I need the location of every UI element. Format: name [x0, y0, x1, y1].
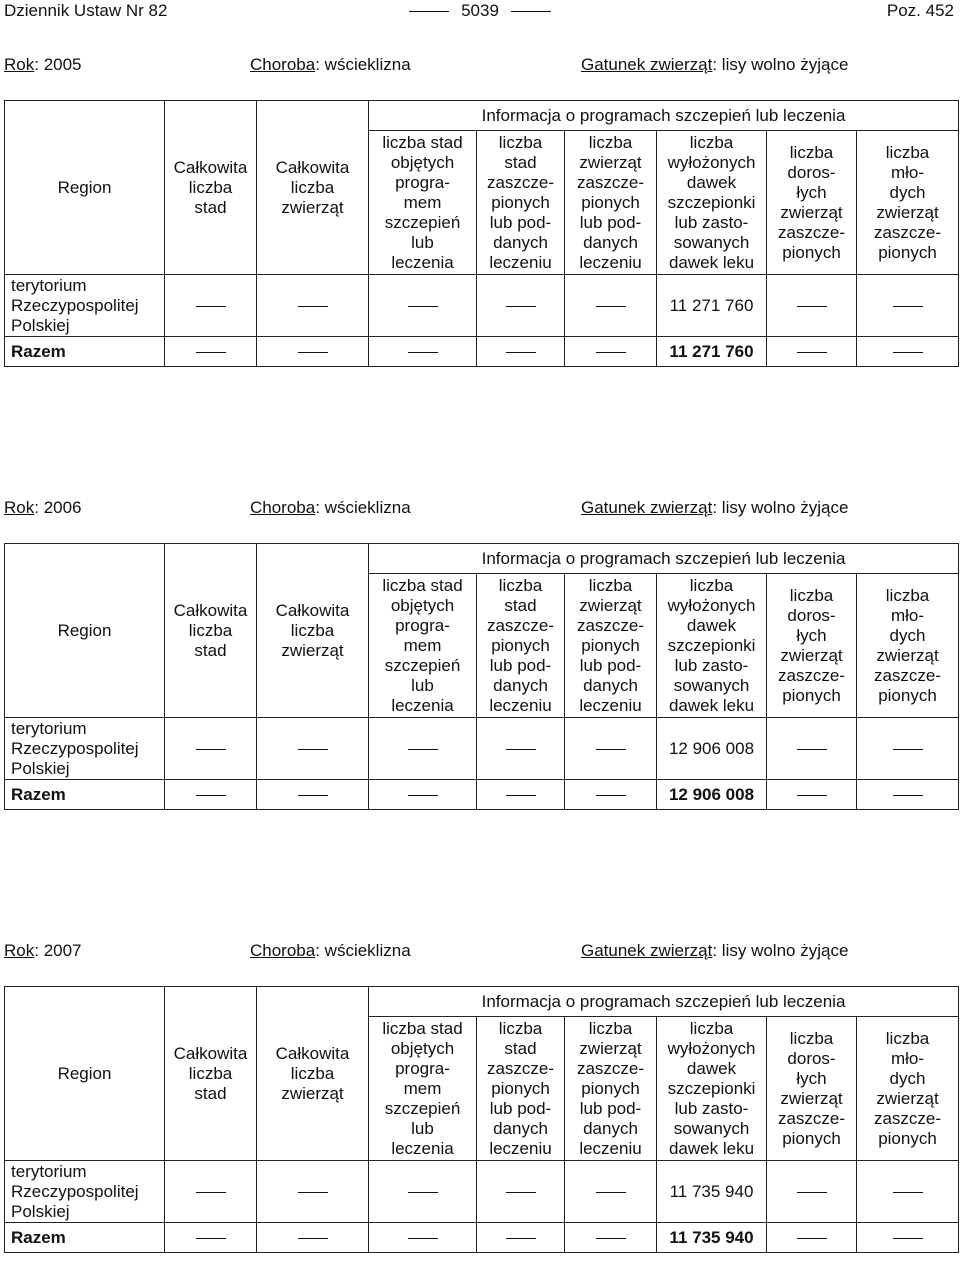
- col-info-header: Informacja o programach szczepień lub leczenia: [369, 101, 959, 131]
- col-region: Region: [5, 987, 165, 1161]
- col-total-animals: Całkowita liczba zwierząt: [257, 101, 369, 275]
- col-info-header: Informacja o programach szczepień lub leczenia: [369, 987, 959, 1017]
- region-name: terytorium Rzeczypospolitej Polskiej: [5, 1161, 165, 1223]
- total-baits-value: 11 271 760: [657, 337, 767, 367]
- col-animals-vaccinated: liczba zwierząt zaszcze- pionych lub pod- danych leczeniu: [565, 1017, 657, 1161]
- dash-left: [409, 11, 449, 12]
- disease: wścieklizna: [324, 55, 411, 74]
- section-meta: Rok: 2006 Choroba: wścieklizna Gatunek zwierząt: lisy wolno żyjące: [4, 498, 849, 517]
- col-baits: liczba wyłożonych dawek szczepionki lub zasto- sowanych dawek leku: [657, 574, 767, 718]
- col-total-animals: Całkowita liczba zwierząt: [257, 544, 369, 718]
- position-ref: Poz. 452: [886, 1, 954, 20]
- year: 2007: [43, 941, 82, 960]
- dash-right: [511, 11, 551, 12]
- choroba-label: Choroba: [250, 941, 316, 960]
- journal-title: Dziennik Ustaw Nr 82: [4, 1, 168, 20]
- table-row: [5, 1161, 959, 1223]
- total-row: [5, 1223, 959, 1253]
- section-2007: [0, 941, 960, 1247]
- col-region: Region: [5, 101, 165, 275]
- total-label: Razem: [5, 1223, 165, 1253]
- section-meta: Rok: 2005 Choroba: wścieklizna Gatunek zwierząt: lisy wolno żyjące: [4, 55, 849, 74]
- species: lisy wolno żyjące: [721, 55, 849, 74]
- col-adults-vaccinated: liczba doros- łych zwierząt zaszcze- pionych: [767, 574, 857, 718]
- total-label: Razem: [5, 780, 165, 810]
- col-total-herds: Całkowita liczba stad: [165, 987, 257, 1161]
- col-baits: liczba wyłożonych dawek szczepionki lub zasto- sowanych dawek leku: [657, 131, 767, 275]
- gatunek-label: Gatunek zwierząt: [581, 941, 713, 960]
- col-herds-vaccinated: liczba stad zaszcze- pionych lub pod- danych leczeniu: [477, 1017, 565, 1161]
- total-row: [5, 780, 959, 810]
- col-total-herds: Całkowita liczba stad: [165, 101, 257, 275]
- col-herds-in-program: liczba stad objętych progra- mem szczepień lub leczenia: [369, 131, 477, 275]
- col-region: Region: [5, 544, 165, 718]
- col-total-animals: Całkowita liczba zwierząt: [257, 987, 369, 1161]
- species: lisy wolno żyjące: [721, 498, 849, 517]
- col-young-vaccinated: liczba mło- dych zwierząt zaszcze- pionych: [857, 131, 959, 275]
- rok-label: Rok: [4, 498, 35, 517]
- total-baits-value: 11 735 940: [657, 1223, 767, 1253]
- baits-value: 11 735 940: [657, 1161, 767, 1223]
- section-2005: [0, 55, 960, 361]
- baits-value: 12 906 008: [657, 718, 767, 780]
- data-table: [4, 986, 959, 1253]
- section-meta: Rok: 2007 Choroba: wścieklizna Gatunek zwierząt: lisy wolno żyjące: [4, 941, 849, 960]
- col-young-vaccinated: liczba mło- dych zwierząt zaszcze- pionych: [857, 574, 959, 718]
- data-table: [4, 100, 959, 367]
- choroba-label: Choroba: [250, 55, 316, 74]
- section-2006: [0, 498, 960, 804]
- rok-label: Rok: [4, 941, 35, 960]
- choroba-label: Choroba: [250, 498, 316, 517]
- col-herds-in-program: liczba stad objętych progra- mem szczepień lub leczenia: [369, 574, 477, 718]
- rok-label: Rok: [4, 55, 35, 74]
- page-header: [0, 0, 960, 28]
- region-name: terytorium Rzeczypospolitej Polskiej: [5, 718, 165, 780]
- col-herds-in-program: liczba stad objętych progra- mem szczepień lub leczenia: [369, 1017, 477, 1161]
- col-herds-vaccinated: liczba stad zaszcze- pionych lub pod- danych leczeniu: [477, 574, 565, 718]
- gatunek-label: Gatunek zwierząt: [581, 55, 713, 74]
- col-herds-vaccinated: liczba stad zaszcze- pionych lub pod- danych leczeniu: [477, 131, 565, 275]
- col-adults-vaccinated: liczba doros- łych zwierząt zaszcze- pionych: [767, 1017, 857, 1161]
- col-adults-vaccinated: liczba doros- łych zwierząt zaszcze- pionych: [767, 131, 857, 275]
- col-young-vaccinated: liczba mło- dych zwierząt zaszcze- pionych: [857, 1017, 959, 1161]
- table-row: [5, 275, 959, 337]
- total-row: [5, 337, 959, 367]
- col-baits: liczba wyłożonych dawek szczepionki lub zasto- sowanych dawek leku: [657, 1017, 767, 1161]
- disease: wścieklizna: [324, 941, 411, 960]
- species: lisy wolno żyjące: [721, 941, 849, 960]
- data-table: [4, 543, 959, 810]
- page-number-wrap: [0, 1, 960, 21]
- year: 2006: [43, 498, 82, 517]
- col-animals-vaccinated: liczba zwierząt zaszcze- pionych lub pod- danych leczeniu: [565, 131, 657, 275]
- col-info-header: Informacja o programach szczepień lub leczenia: [369, 544, 959, 574]
- total-baits-value: 12 906 008: [657, 780, 767, 810]
- gatunek-label: Gatunek zwierząt: [581, 498, 713, 517]
- disease: wścieklizna: [324, 498, 411, 517]
- region-name: terytorium Rzeczypospolitej Polskiej: [5, 275, 165, 337]
- table-row: [5, 718, 959, 780]
- year: 2005: [43, 55, 82, 74]
- total-label: Razem: [5, 337, 165, 367]
- page-number: 5039: [461, 1, 499, 20]
- col-total-herds: Całkowita liczba stad: [165, 544, 257, 718]
- baits-value: 11 271 760: [657, 275, 767, 337]
- col-animals-vaccinated: liczba zwierząt zaszcze- pionych lub pod- danych leczeniu: [565, 574, 657, 718]
